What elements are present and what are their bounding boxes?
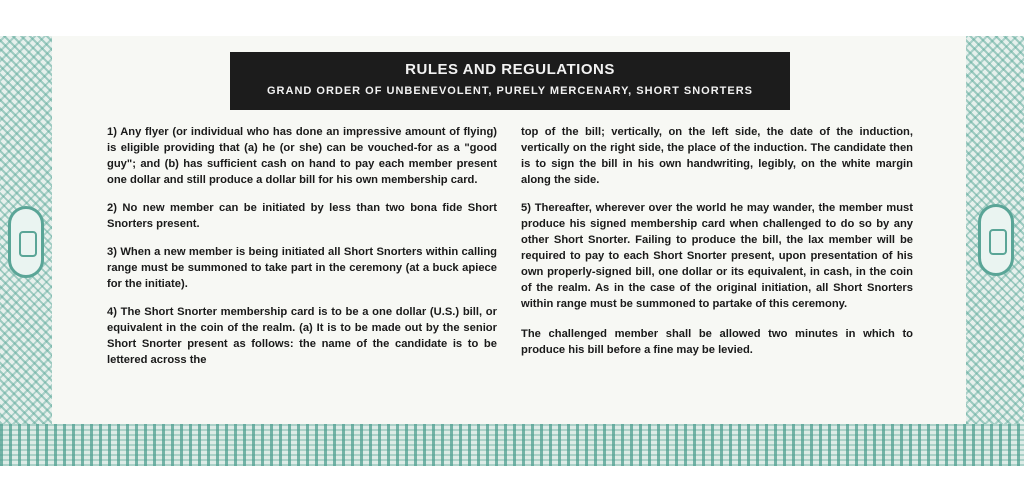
rule-3: 3) When a new member is being initiated all Short Snorters within calling range must be summoned to take part in the ceremony (at a buck apiece for the initiate). bbox=[107, 246, 497, 290]
rule-5: 5) Thereafter, wherever over the world he may wander, the member must produce his signed membership card when challenged to do so by any other Short Snorter. Failing to produce the bill, the lax member will be required to pay to each Short Snorter present, upon presentation of his own properly-signed bill, one dollar or its equivalent, in cash, in the coin of the realm. As in the case of the original initiation, all Short Snorters within range must be summoned to partake of this ceremony. bbox=[521, 202, 913, 310]
decorative-border-bottom bbox=[0, 424, 1024, 466]
rule-6: The challenged member shall be allowed two minutes in which to produce his bill before a fine may be levied. bbox=[521, 328, 913, 356]
rule-4-continuation: top of the bill; vertically, on the left side, the date of the induction, vertically on the right side, the place of the induction. The candidate then is to sign the bill in his own handwriting, legibly, on the white margin along the side. bbox=[521, 126, 913, 186]
rule-4: 4) The Short Snorter membership card is to be a one dollar (U.S.) bill, or equivalent in the coin of the realm. (a) It is to be made out by the senior Short Snorter present as follows: the name of the candidate is to be lettered across the bbox=[107, 306, 497, 366]
rule-2: 2) No new member can be initiated by less than two bona fide Short Snorters present. bbox=[107, 202, 497, 230]
right-column bbox=[521, 124, 913, 370]
rule-1: 1) Any flyer (or individual who has done an impressive amount of flying) is eligible providing that (a) he (or she) can be vouched-for as a "good guy"; and (b) has sufficient cash on hand to pay each member present one dollar and still produce a dollar bill for his own membership card. bbox=[107, 126, 497, 186]
seal-right-icon bbox=[978, 204, 1014, 276]
left-column bbox=[107, 124, 497, 380]
page-subtitle: GRAND ORDER OF UNBENEVOLENT, PURELY MERCENARY, SHORT SNORTERS bbox=[267, 85, 753, 97]
rules-header bbox=[230, 52, 790, 110]
seal-left-icon bbox=[8, 206, 44, 278]
page-title: RULES AND REGULATIONS bbox=[405, 61, 615, 78]
